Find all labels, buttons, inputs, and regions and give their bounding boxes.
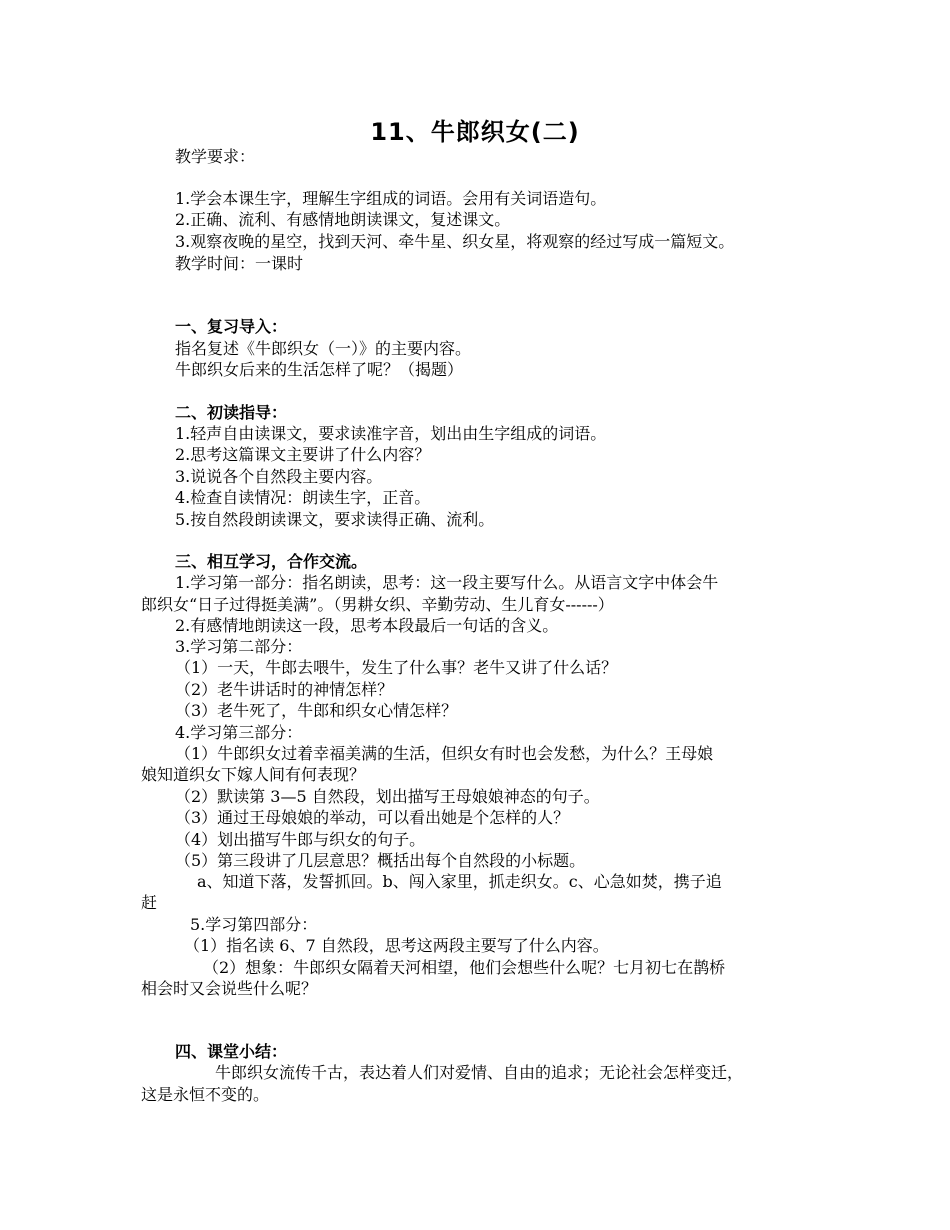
- section3-line: （2）老牛讲话时的神情怎样？: [175, 680, 394, 699]
- section3-line: 相会时又会说些什么呢？: [141, 979, 318, 998]
- section3-line: （4）划出描写牛郎与织女的句子。: [175, 830, 426, 849]
- teaching-time: 教学时间：一课时: [175, 254, 304, 273]
- section3-heading: 三、相互学习，合作交流。: [175, 552, 368, 571]
- section3-line: 3.学习第二部分：: [175, 637, 303, 656]
- requirement-item: 2.正确、流利、有感情地朗读课文，复述课文。: [175, 210, 511, 229]
- requirement-item: 3.观察夜晚的星空，找到天河、牵牛星、织女星，将观察的经过写成一篇短文。: [175, 232, 735, 251]
- requirements-heading: 教学要求：: [175, 147, 256, 166]
- section2-line: 2.思考这篇课文主要讲了什么内容？: [175, 445, 431, 464]
- section3-line: 4.学习第三部分：: [175, 723, 303, 742]
- section3-line: 5.学习第四部分：: [190, 915, 318, 934]
- section3-line: 娘知道织女下嫁人间有何表现？: [141, 765, 366, 784]
- section4-heading: 四、课堂小结：: [175, 1042, 288, 1061]
- section3-line: 郎织女“日子过得挺美满”。（男耕女织、辛勤劳动、生儿育女------）: [141, 595, 614, 614]
- section2-line: 3.说说各个自然段主要内容。: [175, 467, 383, 486]
- section3-line: 2.有感情地朗读这一段，思考本段最后一句话的含义。: [175, 616, 559, 635]
- document-title: 11、牛郎织女(二): [370, 118, 580, 146]
- section1-line: 指名复述《牛郎织女（一）》的主要内容。: [175, 339, 472, 358]
- section2-line: 5.按自然段朗读课文，要求读得正确、流利。: [175, 510, 495, 529]
- section3-line: 赶: [141, 893, 158, 912]
- section1-line: 牛郎织女后来的生活怎样了呢？（揭题）: [175, 360, 464, 379]
- section4-line: 牛郎织女流传千古，表达着人们对爱情、自由的追求；无论社会怎样变迁，: [215, 1063, 744, 1082]
- section3-line: （5）第三段讲了几层意思？概括出每个自然段的小标题。: [175, 851, 586, 870]
- section2-heading: 二、初读指导：: [175, 403, 288, 422]
- section3-line: （2）默读第 3—5 自然段，划出描写王母娘娘神态的句子。: [175, 787, 600, 806]
- section3-line: （1）指名读 6、7 自然段，思考这两段主要写了什么内容。: [184, 936, 609, 955]
- section3-line: 1.学习第一部分：指名朗读，思考：这一段主要写什么。从语言文字中体会牛: [175, 573, 719, 592]
- section3-line: （3）通过王母娘娘的举动，可以看出她是个怎样的人？: [175, 808, 570, 827]
- section3-line: （1）牛郎织女过着幸福美满的生活，但织女有时也会发愁，为什么？王母娘: [175, 744, 714, 763]
- section3-line: （1）一天，牛郎去喂牛，发生了什么事？老牛又讲了什么话？: [175, 658, 618, 677]
- section3-line: a、知道下落，发誓抓回。b、闯入家里，抓走织女。c、心急如焚，携子追: [197, 872, 722, 891]
- section2-line: 4.检查自读情况：朗读生字，正音。: [175, 488, 431, 507]
- section2-line: 1.轻声自由读课文，要求读准字音，划出由生字组成的词语。: [175, 424, 607, 443]
- section3-line: （2）想象：牛郎织女隔着天河相望，他们会想些什么呢？七月初七在鹊桥: [203, 958, 726, 977]
- requirement-item: 1.学会本课生字，理解生字组成的词语。会用有关词语造句。: [175, 189, 607, 208]
- section4-line: 这是永恒不变的。: [141, 1085, 270, 1104]
- section1-heading: 一、复习导入：: [175, 317, 288, 336]
- section3-line: （3）老牛死了，牛郎和织女心情怎样？: [175, 701, 458, 720]
